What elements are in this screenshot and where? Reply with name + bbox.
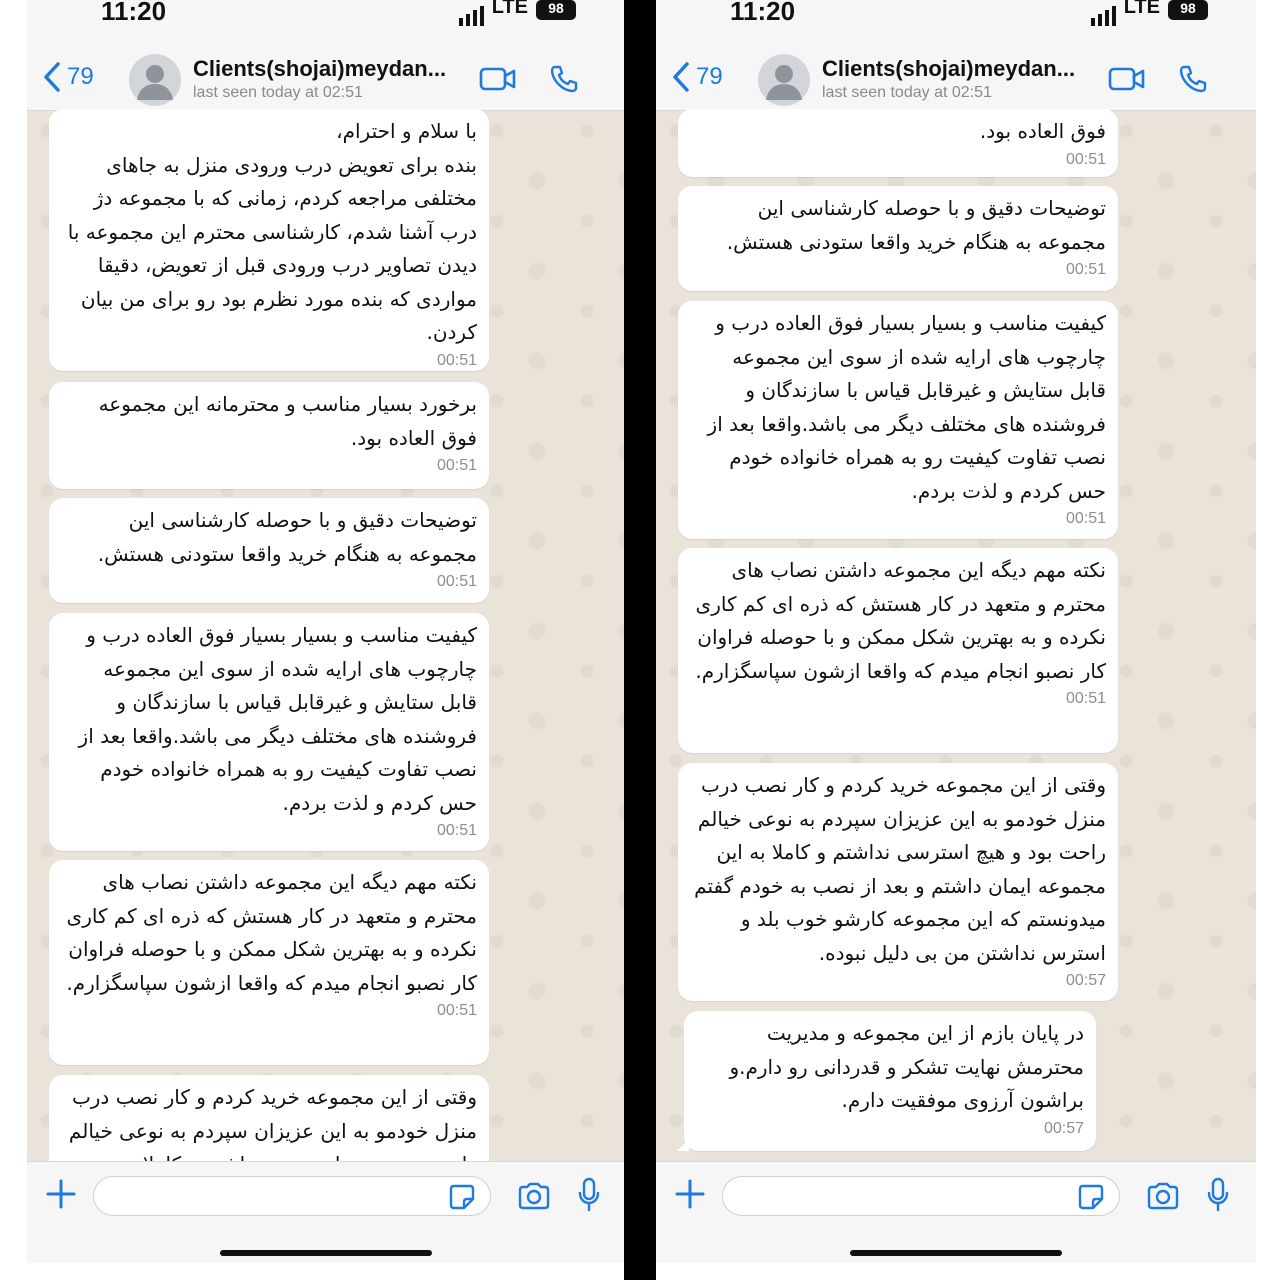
message-input[interactable] xyxy=(722,1176,1120,1216)
message-text: با سلام و احترام، بنده برای تعویض درب ورودی منزل به جاهای مختلفی مراجعه کردم، زمانی که با مجموعه دژ درب آشنا شدم، کارشناسی محترم این مجموعه با دیدن تصاویر درب ورودی قبل از تعویض، دقیقا مواردی که بنده مورد نظرم بود رو برای من بیان کردن. xyxy=(67,119,477,344)
message-time: 00:51 xyxy=(436,573,477,590)
status-time: 11:20 xyxy=(101,0,167,26)
avatar[interactable] xyxy=(129,54,181,106)
message-bubble[interactable] xyxy=(684,1011,1096,1151)
sticker-button[interactable] xyxy=(1078,1184,1104,1214)
contact-name[interactable]: Clients(shojai)meydan... xyxy=(822,56,1076,81)
input-bar xyxy=(656,1161,1256,1263)
person-icon xyxy=(129,54,181,106)
status-bar xyxy=(656,0,1256,34)
message-text: توضیحات دقیق و با حوصله کارشناسی این مجموعه به هنگام خرید واقعا ستودنی هستش. xyxy=(726,196,1106,254)
home-indicator[interactable] xyxy=(220,1250,432,1256)
message-bubble[interactable] xyxy=(49,613,489,851)
message-bubble[interactable] xyxy=(49,109,489,371)
battery-icon xyxy=(1168,0,1208,20)
microphone-icon xyxy=(577,1177,601,1213)
phone-icon xyxy=(549,64,579,94)
unread-count: 79 xyxy=(696,63,723,90)
message-text: کیفیت مناسب و بسیار بسیار فوق العاده درب و چارچوب های ارایه شده از سوی این مجموعه قابل ستایش و غیرقابل قیاس با سازندگان و فروشنده های مختلف دیگر می باشد.واقعا بعد از نصب تفاوت کیفیت رو به همراه خانواده خودم حس کردم و لذت بردم. xyxy=(707,311,1106,503)
contact-last-seen: last seen today at 02:51 xyxy=(193,84,363,101)
message-list[interactable] xyxy=(656,111,1256,1161)
message-bubble[interactable] xyxy=(49,498,489,603)
voice-call-button[interactable] xyxy=(1178,64,1208,98)
message-bubble[interactable] xyxy=(678,301,1118,539)
video-call-button[interactable] xyxy=(1108,66,1146,96)
message-bubble[interactable] xyxy=(678,763,1118,1001)
camera-button[interactable] xyxy=(517,1182,551,1214)
message-time: 00:51 xyxy=(436,1002,477,1019)
message-time: 00:51 xyxy=(1065,690,1106,707)
message-text: کیفیت مناسب و بسیار بسیار فوق العاده درب و چارچوب های ارایه شده از سوی این مجموعه قابل ستایش و غیرقابل قیاس با سازندگان و فروشنده های مختلف دیگر می باشد.واقعا بعد از نصب تفاوت کیفیت رو به همراه خانواده خودم حس کردم و لذت بردم. xyxy=(78,623,477,815)
sticker-icon xyxy=(449,1184,475,1210)
network-label: LTE xyxy=(1123,0,1160,18)
phone-icon xyxy=(1178,64,1208,94)
status-indicators xyxy=(1091,0,1208,30)
message-text: نکته مهم دیگه این مجموعه داشتن نصاب های محترم و متعهد در کار هستش که ذره ای کم کاری نکرده و به بهترین شکل ممکن و با حوصله فراوان کار نصبو انجام میدم که واقعا ازشون سپاسگزارم. xyxy=(66,870,477,995)
attach-button[interactable] xyxy=(45,1178,77,1214)
person-icon xyxy=(758,54,810,106)
microphone-button[interactable] xyxy=(577,1177,601,1217)
status-indicators xyxy=(459,0,576,30)
message-time: 00:57 xyxy=(1065,972,1106,989)
camera-button[interactable] xyxy=(1146,1182,1180,1214)
battery-level: 98 xyxy=(548,0,564,16)
message-text: نکته مهم دیگه این مجموعه داشتن نصاب های محترم و متعهد در کار هستش که ذره ای کم کاری نکرده و به بهترین شکل ممکن و با حوصله فراوان کار نصبو انجام میدم که واقعا ازشون سپاسگزارم. xyxy=(695,558,1106,683)
message-text: توضیحات دقیق و با حوصله کارشناسی این مجموعه به هنگام خرید واقعا ستودنی هستش. xyxy=(97,508,477,566)
message-text: وقتی از این مجموعه خرید کردم و کار نصب درب منزل خودمو به این عزیزان سپردم به نوعی خیالم xyxy=(68,1085,477,1143)
video-camera-icon xyxy=(479,66,517,92)
avatar[interactable] xyxy=(758,54,810,106)
sticker-button[interactable] xyxy=(449,1184,475,1214)
chevron-left-icon xyxy=(672,62,690,92)
battery-level: 98 xyxy=(1180,0,1196,16)
network-label: LTE xyxy=(491,0,528,18)
message-bubble[interactable] xyxy=(49,382,489,489)
phone-screen-right xyxy=(656,0,1256,1262)
message-list[interactable] xyxy=(27,111,624,1161)
message-bubble[interactable] xyxy=(678,186,1118,291)
microphone-icon xyxy=(1206,1177,1230,1213)
contact-name[interactable]: Clients(shojai)meydan... xyxy=(193,56,447,81)
input-bar xyxy=(27,1161,624,1263)
message-time: 00:51 xyxy=(1065,510,1106,527)
video-call-button[interactable] xyxy=(479,66,517,96)
back-button[interactable] xyxy=(672,62,723,92)
chevron-left-icon xyxy=(43,62,61,92)
voice-call-button[interactable] xyxy=(549,64,579,98)
video-camera-icon xyxy=(1108,66,1146,92)
unread-count: 79 xyxy=(67,63,94,90)
message-time: 00:51 xyxy=(1065,150,1106,168)
signal-icon xyxy=(459,0,484,26)
plus-icon xyxy=(674,1178,706,1210)
battery-icon xyxy=(536,0,576,20)
attach-button[interactable] xyxy=(674,1178,706,1214)
message-time: 00:57 xyxy=(1043,1119,1084,1137)
message-input[interactable] xyxy=(93,1176,491,1216)
camera-icon xyxy=(1146,1182,1180,1210)
back-button[interactable] xyxy=(43,62,94,92)
chat-header xyxy=(656,34,1256,111)
plus-icon xyxy=(45,1178,77,1210)
home-indicator[interactable] xyxy=(850,1250,1062,1256)
signal-icon xyxy=(1091,0,1116,26)
message-time: 00:51 xyxy=(436,457,477,474)
status-bar xyxy=(27,0,624,34)
message-time: 00:51 xyxy=(436,351,477,369)
message-text: در پایان بازم از این مجموعه و مدیریت محترمش نهایت تشکر و قدردانی رو دارم.و براشون آرزوی موفقیت دارم. xyxy=(729,1021,1084,1112)
message-bubble[interactable] xyxy=(678,109,1118,177)
message-text: برخورد بسیار مناسب و محترمانه این مجموعه فوق العاده بود. xyxy=(98,392,477,450)
message-bubble[interactable] xyxy=(678,548,1118,753)
message-bubble[interactable] xyxy=(49,860,489,1065)
status-time: 11:20 xyxy=(730,0,796,26)
screenshot-divider xyxy=(624,0,656,1280)
camera-icon xyxy=(517,1182,551,1210)
message-text: فوق العاده بود. xyxy=(979,119,1106,143)
message-time: 00:51 xyxy=(1065,261,1106,278)
message-text: وقتی از این مجموعه خرید کردم و کار نصب درب منزل خودمو به این عزیزان سپردم به نوعی خیالم راحت بود و هیچ استرسی نداشتم و کاملا به این مجموعه ایمان داشتم و بعد از نصب به خودم گفتم میدونستم که این مجموعه کارشو خوب بلد و استرس نداشتن من بی دلیل نبوده. xyxy=(694,773,1106,965)
sticker-icon xyxy=(1078,1184,1104,1210)
contact-last-seen: last seen today at 02:51 xyxy=(822,84,992,101)
phone-screen-left xyxy=(27,0,624,1262)
chat-header xyxy=(27,34,624,111)
message-time: 00:51 xyxy=(436,822,477,839)
microphone-button[interactable] xyxy=(1206,1177,1230,1217)
